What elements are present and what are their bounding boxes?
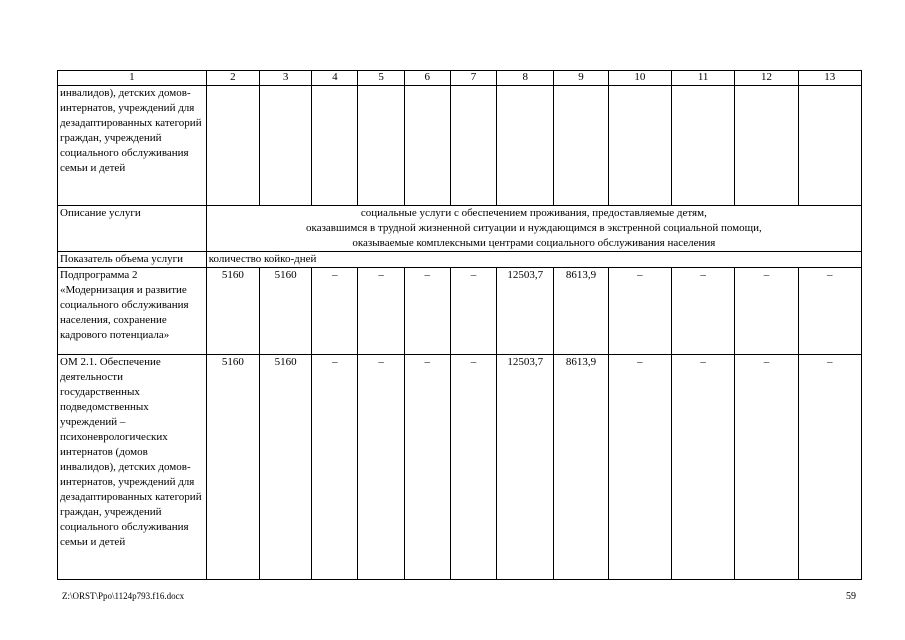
table-cell: – (735, 268, 798, 355)
table-cell: – (735, 355, 798, 580)
table-cell: 12503,7 (497, 268, 554, 355)
data-table (57, 70, 862, 580)
empty-cell (404, 86, 450, 206)
column-number: 8 (497, 71, 554, 86)
table-cell: – (608, 268, 671, 355)
empty-cell (497, 86, 554, 206)
empty-cell (671, 86, 734, 206)
service-description-row (58, 206, 862, 252)
column-number: 5 (358, 71, 404, 86)
empty-cell (450, 86, 496, 206)
table-cell: 8613,9 (554, 268, 608, 355)
table-cell: – (404, 268, 450, 355)
table-cell: – (450, 268, 496, 355)
service-description-line: оказываемые комплексными центрами социального обслуживания населения (352, 237, 716, 249)
empty-cell (259, 86, 311, 206)
table-row (58, 268, 862, 355)
column-number: 13 (798, 71, 861, 86)
table-cell: 5160 (206, 355, 259, 580)
empty-cell (206, 86, 259, 206)
table-cell: – (358, 355, 404, 580)
table-cell: – (358, 268, 404, 355)
table-cell: – (312, 268, 358, 355)
table-cell: – (404, 355, 450, 580)
table-cell: – (608, 355, 671, 580)
table-cell: – (798, 268, 861, 355)
table-cell: – (312, 355, 358, 580)
empty-cell (312, 86, 358, 206)
service-description-line: оказавшимся в трудной жизненной ситуации и нуждающимся в экстренной социальной помощи, (306, 222, 762, 234)
column-number: 7 (450, 71, 496, 86)
table-cell: – (798, 355, 861, 580)
column-number: 10 (608, 71, 671, 86)
continuation-text: инвалидов), детских домов-интернатов, учреждений для дезадаптированных категорий граждан, учреждений социального обслуживания семьи и детей (58, 86, 207, 206)
column-number: 12 (735, 71, 798, 86)
table-cell: – (671, 268, 734, 355)
volume-indicator-value: количество койко-дней (206, 252, 861, 268)
column-number-row (58, 71, 862, 86)
column-number: 9 (554, 71, 608, 86)
table-cell: 8613,9 (554, 355, 608, 580)
column-number: 1 (58, 71, 207, 86)
empty-cell (798, 86, 861, 206)
service-description-line: социальные услуги с обеспечением проживания, предоставляемые детям, (360, 207, 707, 219)
volume-indicator-row (58, 252, 862, 268)
table-cell: 5160 (259, 268, 311, 355)
row-name: ОМ 2.1. Обеспечение деятельности государственных подведомственных учреждений – психоневрологических интернатов (домов инвалидов), детских домов-интернатов, учреждений для дезадаптированных категорий граждан, учреждений социального обслуживания семьи и детей (58, 355, 207, 580)
column-number: 4 (312, 71, 358, 86)
continuation-row (58, 86, 862, 206)
table-cell: – (671, 355, 734, 580)
empty-cell (735, 86, 798, 206)
table-cell: 12503,7 (497, 355, 554, 580)
volume-indicator-label: Показатель объема услуги (58, 252, 207, 268)
empty-cell (608, 86, 671, 206)
column-number: 6 (404, 71, 450, 86)
service-description-label: Описание услуги (58, 206, 207, 252)
column-number: 11 (671, 71, 734, 86)
table-cell: – (450, 355, 496, 580)
column-number: 2 (206, 71, 259, 86)
column-number: 3 (259, 71, 311, 86)
service-description-text (206, 206, 861, 252)
footer-file-path: Z:\ORST\Ppo\1124p793.f16.docx (62, 591, 185, 601)
table-cell: 5160 (259, 355, 311, 580)
footer-page-number: 59 (846, 591, 856, 602)
empty-cell (554, 86, 608, 206)
table-row (58, 355, 862, 580)
empty-cell (358, 86, 404, 206)
row-name: Подпрограмма 2 «Модернизация и развитие социального обслуживания населения, сохранение кадрового потенциала» (58, 268, 207, 355)
table-cell: 5160 (206, 268, 259, 355)
